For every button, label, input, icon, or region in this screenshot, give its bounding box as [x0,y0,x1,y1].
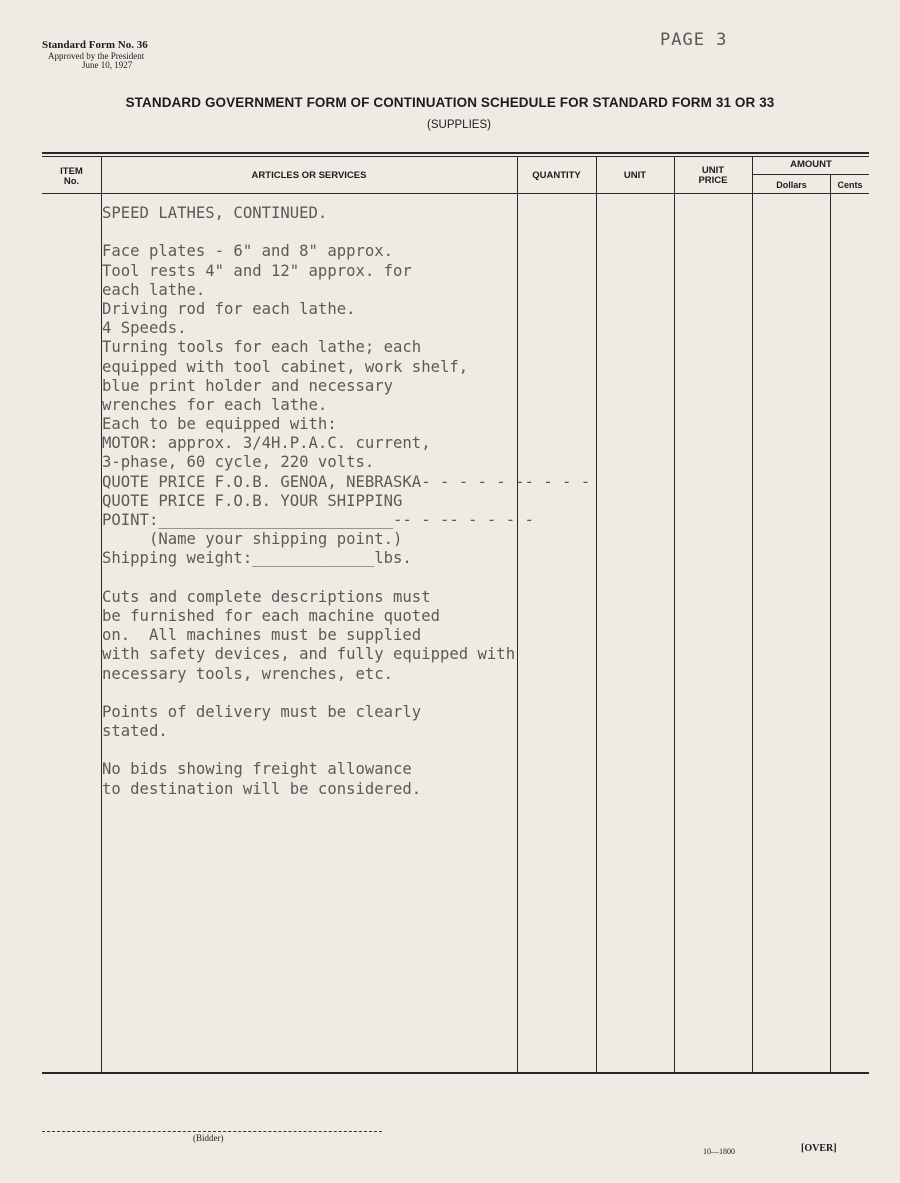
col-header-cents: Cents [837,180,863,190]
col-header-item-label: ITEM [60,166,83,177]
typed-line: 4 Speeds. [102,319,187,338]
col-header-dollars: Dollars [776,180,807,190]
typed-line: equipped with tool cabinet, work shelf, [102,357,469,376]
typed-line: Each to be equipped with: [102,415,337,434]
typed-line: No bids showing freight allowance [102,760,412,779]
typed-line: 3-phase, 60 cycle, 220 volts. [102,453,375,472]
typed-line: POINT:_________________________-- - -- - - - - [102,511,534,529]
table-top-rule [42,152,869,154]
typed-line: SPEED LATHES, CONTINUED. [102,204,328,222]
typed-line: Driving rod for each lathe. [102,299,356,318]
header-bottom-rule [42,193,869,194]
col-header-articles: ARTICLES OR SERVICES [251,170,367,181]
table-bottom-rule [42,1072,869,1074]
typed-line: blue print holder and necessary [102,376,394,395]
typed-line [102,741,862,760]
col-header-unit-price-l2: PRICE [698,175,728,186]
typed-line [102,684,862,703]
typed-line: necessary tools, wrenches, etc. [102,664,394,683]
col-header-unit: UNIT [623,170,647,181]
typed-line: Cuts and complete descriptions must [102,587,431,606]
typed-line: to destination will be considered. [102,779,422,798]
typed-line: (Name your shipping point.) [102,530,403,549]
typed-line: MOTOR: approx. 3/4H.P.A.C. current, [102,434,431,453]
form-title: STANDARD GOVERNMENT FORM OF CONTINUATION SCHEDULE FOR STANDARD FORM 31 OR 33 [125,95,775,110]
typed-line: on. All machines must be supplied [102,626,422,645]
table-top-rule-thin [42,156,869,157]
typed-line: be furnished for each machine quoted [102,606,440,625]
typed-line: stated. [102,722,168,741]
col-header-amount: AMOUNT [790,159,832,170]
form-number: Standard Form No. 36 [42,39,148,51]
typed-line: QUOTE PRICE F.O.B. GENOA, NEBRASKA- - - - - -- - - - [102,472,591,491]
typed-line: each lathe. [102,280,206,299]
typed-line: QUOTE PRICE F.O.B. YOUR SHIPPING [102,491,403,510]
typed-line: Shipping weight:_____________lbs. [102,549,412,568]
col-header-item-no: No. [63,176,80,187]
typed-line: Tool rests 4" and 12" approx. for [102,261,412,280]
bidder-signature-line [42,1131,382,1132]
col-header-quantity: QUANTITY [532,170,581,181]
approval-date: June 10, 1927 [82,60,133,70]
col-header-unit-price [674,166,752,186]
page-stamp: PAGE 3 [660,30,728,50]
approval-note: Approved by the President [48,51,145,61]
col-header-unit-price-l1: UNIT [701,165,725,176]
col-header-item [42,167,101,187]
typed-line: Points of delivery must be clearly [102,702,422,721]
typed-line: wrenches for each lathe. [102,395,328,414]
typed-line: Face plates - 6" and 8" approx. [102,242,394,261]
typed-line [102,223,862,242]
form-print-code: 10—1800 [703,1147,735,1156]
amount-split-rule [753,174,869,175]
typed-line: with safety devices, and fully equipped with [102,645,516,664]
typed-line [102,569,862,588]
typed-line: Turning tools for each lathe; each [102,338,422,357]
typed-specification [102,204,862,799]
bidder-label: (Bidder) [193,1133,224,1143]
over-notice: [OVER] [801,1143,837,1154]
form-subtitle: (SUPPLIES) [427,119,491,131]
